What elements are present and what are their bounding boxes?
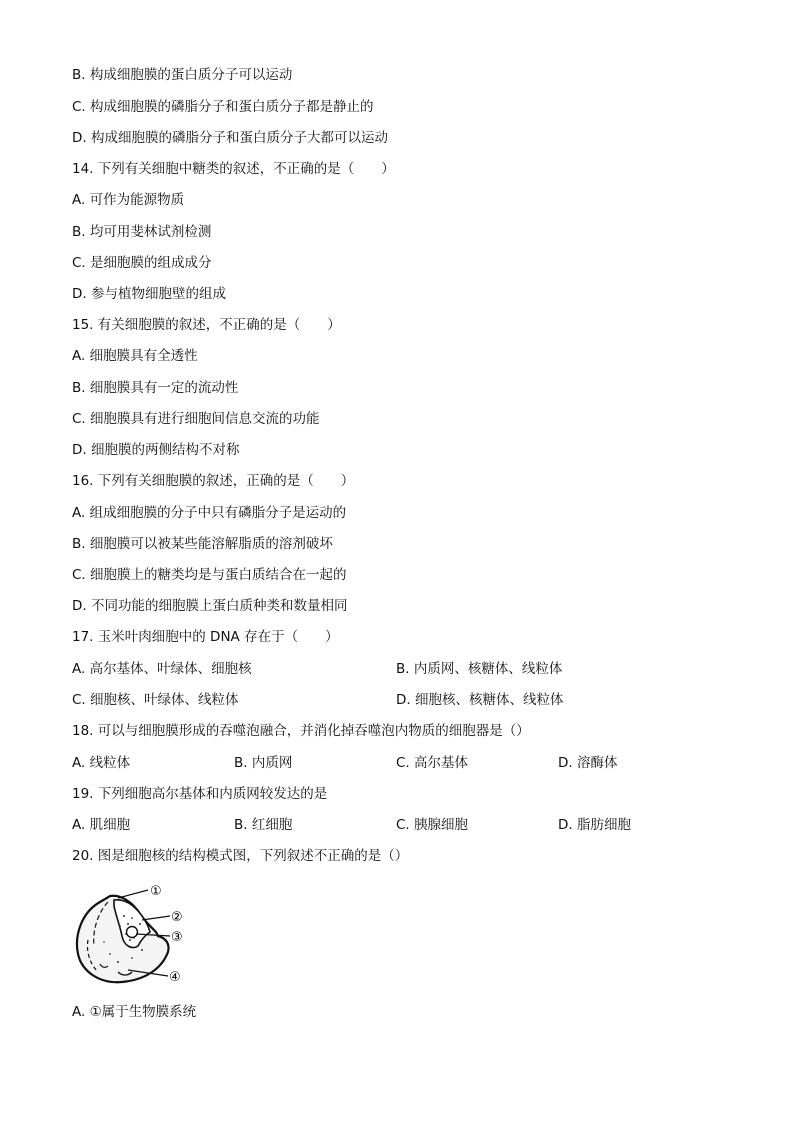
q16-option-a: A. 组成细胞膜的分子中只有磷脂分子是运动的 [72, 505, 347, 521]
q17-options-row2 [72, 689, 722, 711]
q18-option-d: D. 溶酶体 [558, 755, 618, 771]
nucleus-structure-diagram [70, 880, 200, 990]
q13-option-b: B. 构成细胞膜的蛋白质分子可以运动 [72, 67, 293, 83]
q15-option-c: C. 细胞膜具有进行细胞间信息交流的功能 [72, 411, 320, 427]
q18-option-b: B. 内质网 [234, 755, 293, 771]
q15-option-d: D. 细胞膜的两侧结构不对称 [72, 442, 240, 458]
q13-option-c: C. 构成细胞膜的磷脂分子和蛋白质分子都是静止的 [72, 99, 374, 115]
q19-options-row [72, 814, 722, 836]
label-4: ④ [169, 970, 181, 985]
q16-option-b: B. 细胞膜可以被某些能溶解脂质的溶剂破坏 [72, 536, 333, 552]
q15-option-a: A. 细胞膜具有全透性 [72, 348, 198, 364]
q14-option-d: D. 参与植物细胞壁的组成 [72, 286, 226, 302]
q17-options-row1 [72, 658, 722, 680]
q14-option-b: B. 均可用斐林试剂检测 [72, 224, 212, 240]
q14-stem: 14. 下列有关细胞中糖类的叙述，不正确的是（ ） [72, 161, 395, 177]
q18-option-a: A. 线粒体 [72, 755, 131, 771]
q18-option-c: C. 高尔基体 [396, 755, 469, 771]
label-1: ① [150, 884, 162, 899]
q17-option-d: D. 细胞核、核糖体、线粒体 [396, 692, 564, 708]
q17-option-a: A. 高尔基体、叶绿体、细胞核 [72, 661, 252, 677]
q16-stem: 16. 下列有关细胞膜的叙述，正确的是（ ） [72, 473, 355, 489]
q14-option-c: C. 是细胞膜的组成成分 [72, 255, 212, 271]
q20-option-a: A. ①属于生物膜系统 [72, 1004, 197, 1020]
q17-option-c: C. 细胞核、叶绿体、线粒体 [72, 692, 239, 708]
q17-option-b: B. 内质网、核糖体、线粒体 [396, 661, 563, 677]
q19-option-b: B. 红细胞 [234, 817, 293, 833]
label-3: ③ [171, 930, 183, 945]
q20-stem: 20. 图是细胞核的结构模式图，下列叙述不正确的是（） [72, 848, 409, 864]
q15-stem: 15. 有关细胞膜的叙述，不正确的是（ ） [72, 317, 341, 333]
q18-options-row [72, 752, 722, 774]
label-2: ② [171, 910, 183, 925]
q19-option-c: C. 胰腺细胞 [396, 817, 469, 833]
q19-option-a: A. 肌细胞 [72, 817, 131, 833]
q15-option-b: B. 细胞膜具有一定的流动性 [72, 380, 239, 396]
q16-option-d: D. 不同功能的细胞膜上蛋白质种类和数量相同 [72, 598, 348, 614]
q13-option-d: D. 构成细胞膜的磷脂分子和蛋白质分子大都可以运动 [72, 130, 388, 146]
q16-option-c: C. 细胞膜上的糖类均是与蛋白质结合在一起的 [72, 567, 347, 583]
nucleolus [127, 927, 138, 938]
q18-stem: 18. 可以与细胞膜形成的吞噬泡融合，并消化掉吞噬泡内物质的细胞器是（） [72, 723, 530, 739]
q19-stem: 19. 下列细胞高尔基体和内质网较发达的是 [72, 786, 328, 802]
q19-option-d: D. 脂肪细胞 [558, 817, 631, 833]
q14-option-a: A. 可作为能源物质 [72, 192, 185, 208]
q17-stem: 17. 玉米叶肉细胞中的 DNA 存在于（ ） [72, 629, 339, 645]
